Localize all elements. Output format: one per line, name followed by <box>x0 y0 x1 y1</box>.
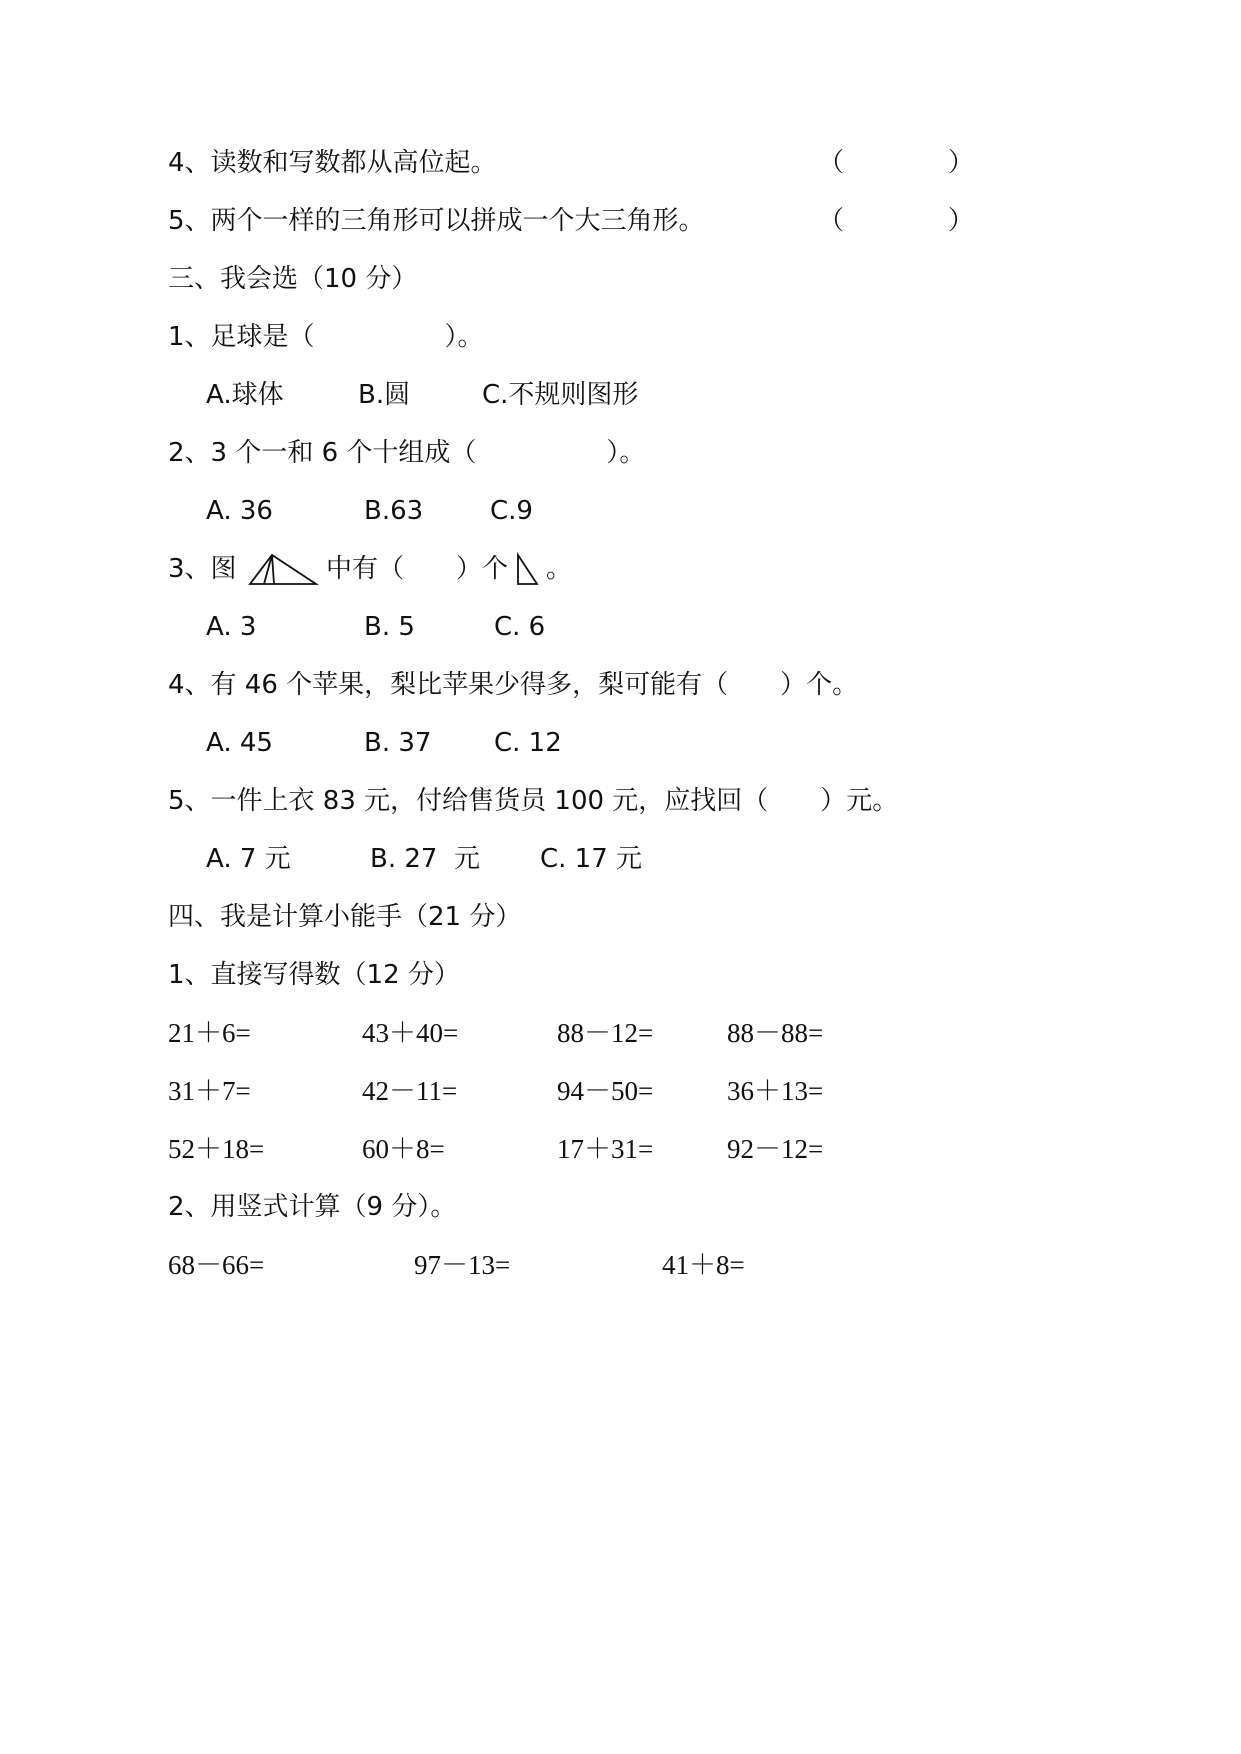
vertical-equation: 97－13= <box>414 1250 511 1280</box>
vertical-equation: 68－66= <box>168 1250 265 1280</box>
equation: 17＋31= <box>557 1134 654 1164</box>
choose-q3-option-b: B. 5 <box>364 612 415 642</box>
choose-heading: 三、我会选（10 分） <box>168 264 418 294</box>
choose-q3-prefix: 3、图 <box>168 554 237 584</box>
judge-item-5: 5、两个一样的三角形可以拼成一个大三角形。 <box>168 206 705 236</box>
vertical-equation: 41＋8= <box>662 1250 745 1280</box>
choose-q4-option-a: A. 45 <box>206 728 273 758</box>
choose-q4-option-c: C. 12 <box>494 728 562 758</box>
choose-q2-option-c: C.9 <box>490 496 533 526</box>
choose-q5-option-a: A. 7 元 <box>206 844 291 874</box>
choose-q4: 4、有 46 个苹果，梨比苹果少得多，梨可能有（ ）个。 <box>168 670 859 700</box>
right-triangle-icon <box>515 552 539 586</box>
choose-q5: 5、一件上衣 83 元，付给售货员 100 元，应找回（ ）元。 <box>168 786 899 816</box>
equation: 88－88= <box>727 1018 824 1048</box>
judge-item-5-open-paren: （ <box>818 206 845 236</box>
direct-compute-heading: 1、直接写得数（12 分） <box>168 960 460 990</box>
choose-q5-option-c: C. 17 元 <box>540 844 643 874</box>
choose-q3-option-a: A. 3 <box>206 612 257 642</box>
vertical-compute-heading: 2、用竖式计算（9 分）。 <box>168 1192 457 1222</box>
equation: 88－12= <box>557 1018 654 1048</box>
equation: 92－12= <box>727 1134 824 1164</box>
equation: 21＋6= <box>168 1018 251 1048</box>
equation: 43＋40= <box>362 1018 459 1048</box>
choose-q3-suffix: 。 <box>546 554 573 584</box>
choose-q2: 2、3 个一和 6 个十组成（ ）。 <box>168 438 646 468</box>
judge-item-4-open-paren: （ <box>818 148 845 178</box>
choose-q4-option-b: B. 37 <box>364 728 432 758</box>
choose-q2-option-a: A. 36 <box>206 496 273 526</box>
equation: 42－11= <box>362 1076 458 1106</box>
choose-q1-option-a: A.球体 <box>206 380 284 410</box>
triangle-with-two-inner-lines-icon <box>248 552 318 586</box>
compute-heading: 四、我是计算小能手（21 分） <box>168 902 522 932</box>
equation: 52＋18= <box>168 1134 265 1164</box>
choose-q3-middle: 中有（ ）个 <box>326 554 509 584</box>
choose-q1-option-b: B.圆 <box>358 380 411 410</box>
equation: 60＋8= <box>362 1134 445 1164</box>
choose-q1-option-c: C.不规则图形 <box>482 380 639 410</box>
judge-item-5-close-paren: ） <box>948 206 975 236</box>
choose-q5-option-b: B. 27 元 <box>370 844 480 874</box>
judge-item-4-close-paren: ） <box>948 148 975 178</box>
choose-q3-option-c: C. 6 <box>494 612 546 642</box>
equation: 31＋7= <box>168 1076 251 1106</box>
choose-q1: 1、足球是（ ）。 <box>168 322 484 352</box>
equation: 94－50= <box>557 1076 654 1106</box>
choose-q2-option-b: B.63 <box>364 496 424 526</box>
judge-item-4: 4、读数和写数都从高位起。 <box>168 148 497 178</box>
equation: 36＋13= <box>727 1076 824 1106</box>
